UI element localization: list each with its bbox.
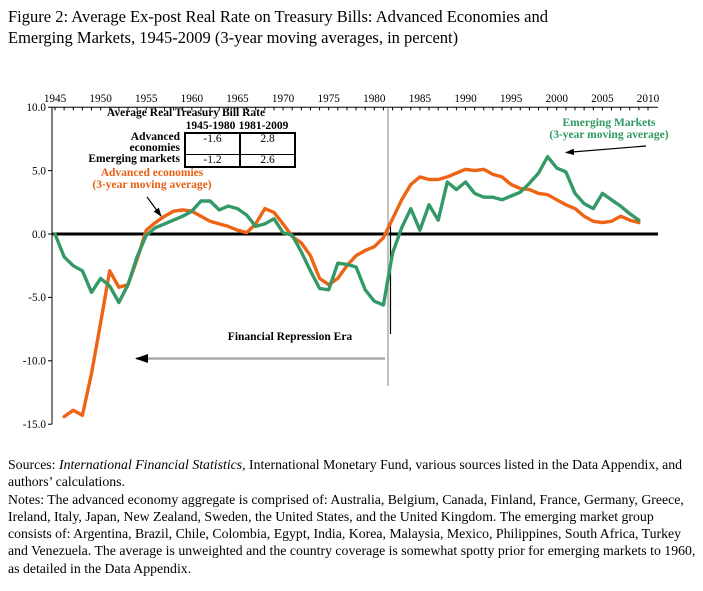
summary-table-col-header-1: 1945-1980 [185, 119, 236, 132]
svg-text:-5.0: -5.0 [28, 292, 46, 305]
svg-text:1995: 1995 [499, 93, 523, 106]
svg-text:1960: 1960 [180, 93, 204, 106]
advanced-label-line1: Advanced economies [100, 167, 204, 179]
svg-text:2010: 2010 [636, 93, 660, 106]
svg-text:1990: 1990 [454, 93, 477, 106]
table-row [78, 132, 296, 154]
svg-text:1985: 1985 [408, 93, 432, 106]
source-notes [8, 456, 700, 577]
advanced-economies-label [90, 168, 214, 191]
financial-repression-era-label: Financial Repression Era [227, 331, 353, 343]
emerging-label-line1: Emerging Markets [562, 117, 656, 129]
advanced-series-line [64, 169, 639, 416]
emerging-label-line2: (3-year moving average) [549, 128, 669, 141]
svg-text:-15.0: -15.0 [22, 419, 46, 431]
svg-text:1950: 1950 [89, 93, 112, 106]
summary-table [78, 108, 296, 168]
sources-paragraph [8, 456, 700, 491]
summary-value-advanced-1981-2009: 2.8 [241, 132, 296, 154]
svg-text:2000: 2000 [545, 93, 568, 106]
svg-text:1945: 1945 [43, 93, 67, 106]
svg-text:1955: 1955 [135, 93, 158, 106]
svg-text:1980: 1980 [363, 93, 386, 106]
svg-text:1970: 1970 [271, 93, 295, 106]
summary-table-col-header-2: 1981-2009 [238, 119, 289, 132]
svg-text:1965: 1965 [226, 93, 249, 106]
svg-text:0.0: 0.0 [32, 228, 46, 241]
figure-title-line1: Figure 2: Average Ex-post Real Rate on Treasury Bills: Advanced Economies and [8, 7, 548, 26]
svg-text:1975: 1975 [317, 93, 340, 106]
svg-text:2005: 2005 [591, 93, 614, 106]
summary-row-label-emerging: Emerging markets [88, 152, 180, 165]
emerging-markets-label [539, 118, 679, 141]
svg-text:10.0: 10.0 [26, 102, 46, 114]
summary-table-header-row [78, 121, 296, 132]
sources-prefix: Sources: [8, 457, 59, 472]
notes-paragraph: Notes: The advanced economy aggregate is comprised of: Australia, Belgium, Canada, Finland, France, Germany, Greece, Ireland, Italy, Japan, New Zealand, Sweden, the United States, and the United Kingdom. The emerging market group consists of: Argentina, Brazil, Chile, Colombia, Egypt, India, Korea, Malaysia, Mexico, Philippines, South Africa, Turkey and Venezuela. The average is unweighted and the country coverage is somewhat spotty prior for emerging markets to 1960, as detailed in the Data Appendix. [8, 491, 696, 576]
sources-rest: International Monetary Fund, various sources listed in the Data Appendix, and authors’ calculations. [8, 457, 683, 490]
svg-text:-10.0: -10.0 [22, 355, 46, 368]
sources-italic-title: International Financial Statistics, [58, 457, 246, 472]
summary-table-header-spacer [78, 121, 184, 132]
summary-value-advanced-1945-1980: -1.6 [184, 132, 241, 154]
summary-value-emerging-1981-2009: 2.6 [241, 154, 296, 168]
advanced-label-line2: (3-year moving average) [92, 178, 212, 191]
summary-table-title: Average Real Treasury Bill Rate [106, 107, 266, 119]
figure-title-line2: Emerging Markets, 1945-2009 (3-year moving averages, in percent) [8, 27, 459, 47]
summary-row-label-advanced: Advanced economies [129, 130, 180, 154]
table-row [78, 154, 296, 168]
svg-text:5.0: 5.0 [32, 165, 46, 178]
summary-value-emerging-1945-1980: -1.2 [184, 154, 241, 168]
